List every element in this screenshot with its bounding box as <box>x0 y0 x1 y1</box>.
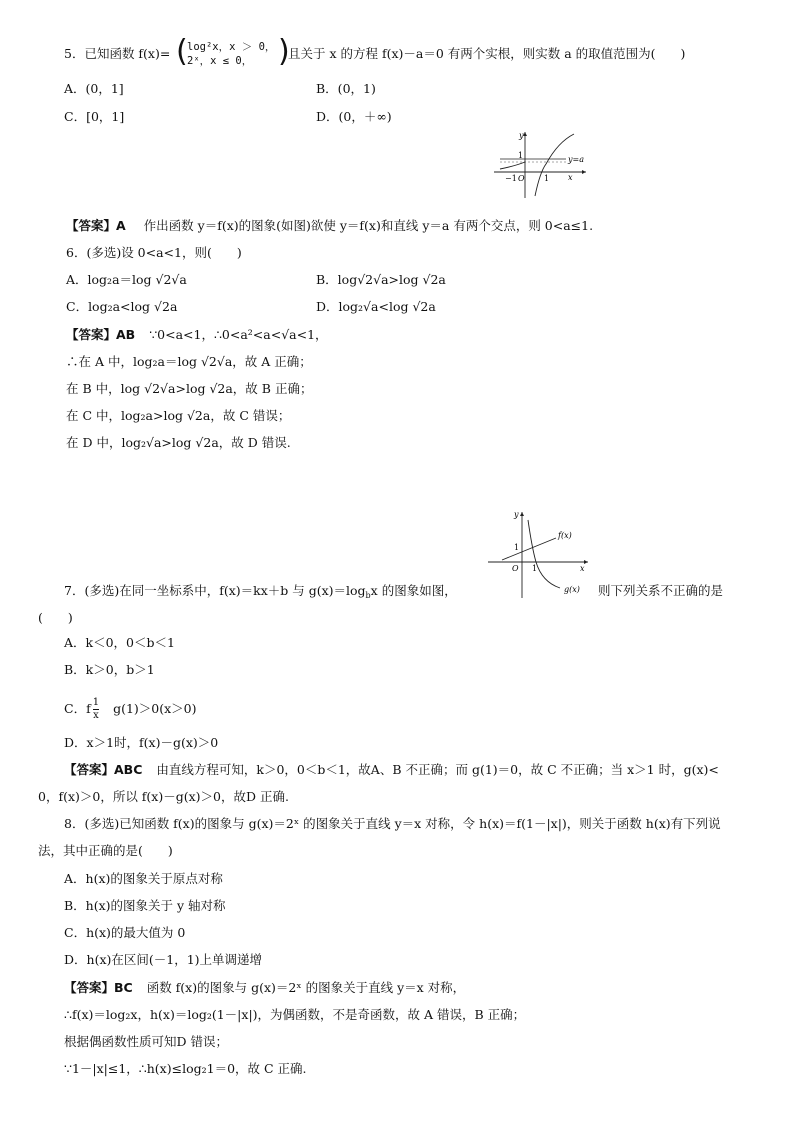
q5-graph-one-label: 1 <box>518 151 524 160</box>
q8-answer-line-1 <box>64 980 465 996</box>
q7-option-c-numerator: 1 <box>92 697 100 708</box>
q8-option-b: B．h(x)的图象关于 y 轴对称 <box>64 898 226 913</box>
q8-stem-line-1: 8．(多选)已知函数 f(x)的图象与 g(x)＝2ˣ 的图象关于直线 y＝x 对称，令 h(x)＝f(1－|x|)，则关于函数 h(x)有下列说 <box>64 816 721 831</box>
q8-answer-text-1: 函数 f(x)的图象与 g(x)＝2ˣ 的图象关于直线 y＝x 对称， <box>146 980 466 995</box>
q8-option-c: C．h(x)的最大值为 0 <box>64 925 186 940</box>
q6-option-b: B．log√2√a>log √2a <box>316 272 446 287</box>
q7-stem-1-end: x 的图象如图， <box>370 583 457 598</box>
q7-option-c-fraction <box>93 697 99 722</box>
q7-stem-line-1 <box>64 583 457 604</box>
q8-option-a: A．h(x)的图象关于原点对称 <box>64 871 223 886</box>
q5-exp-curve <box>500 162 525 169</box>
q8-answer-line-3: 根据偶函数性质可知D 错误； <box>64 1034 228 1049</box>
q6-answer-line-3: 在 B 中，log √2√a>log √2a，故 B 正确； <box>66 381 313 396</box>
q7-answer-text-1: 由直线方程可知，k＞0，0＜b＜1，故A、B 不正确；而 g(1)＝0，故 C 不正确；当 x＞1 时，g(x)< <box>156 762 719 777</box>
q7-line-fx <box>502 538 556 560</box>
q7-graph-x-label: x <box>580 564 585 573</box>
q5-graph-x1-label: 1 <box>544 174 550 183</box>
q5-stem-prefix: 5．已知函数 f(x)= <box>64 46 171 61</box>
q5-graph-neg1-label: −1 <box>505 174 517 183</box>
q6-answer-tag: 【答案】AB <box>66 327 136 342</box>
q8-answer-line-2: ∴f(x)＝log₂x，h(x)＝log₂(1－|x|)，为偶函数，不是奇函数，故 A 错误，B 正确； <box>64 1007 526 1022</box>
q5-graph-ya-label: y=a <box>568 155 584 164</box>
q7-stem-tail: 则下列关系不正确的是 <box>598 583 724 598</box>
q5-function-graph <box>490 128 590 200</box>
q7-option-c-prefix: C．f <box>64 701 91 716</box>
q7-answer-line-2: 0，f(x)＞0，所以 f(x)－g(x)＞0，故D 正确. <box>38 789 289 804</box>
q5-stem-suffix: 且关于 x 的方程 f(x)－a＝0 有两个实根，则实数 a 的取值范围为( ) <box>288 46 686 61</box>
q6-answer-text-1: ∵0<a<1，∴0<a²<a<√a<1， <box>149 327 328 342</box>
q6-answer-line-5: 在 D 中，log₂√a>log √2a，故 D 错误. <box>66 435 291 450</box>
q7-answer-tag: 【答案】ABC <box>64 762 143 777</box>
q8-answer-line-4: ∵1－|x|≤1，∴h(x)≤log₂1＝0，故 C 正确. <box>64 1061 307 1076</box>
q5-graph-x-label: x <box>568 173 573 182</box>
q7-answer-line-1 <box>64 762 719 778</box>
q7-option-c-rest: g(1)＞0(x＞0) <box>113 701 197 716</box>
q5-answer-tag: 【答案】A <box>66 218 126 233</box>
q5-piecewise-brace-close: ) <box>278 34 290 69</box>
q5-piece-1: log²x，x ＞ 0， <box>187 41 276 53</box>
q6-answer-line-1 <box>66 327 328 343</box>
q5-graph-y-label: y <box>519 131 524 140</box>
q6-answer-line-2: ∴在 A 中，log₂a＝log √2√a，故 A 正确； <box>66 354 312 369</box>
q5-answer-text: 作出函数 y＝f(x)的图象(如图)欲使 y＝f(x)和直线 y＝a 有两个交点，则 0<a≤1. <box>143 218 594 233</box>
q6-answer-line-4: 在 C 中，log₂a>log √2a，故 C 错误； <box>66 408 291 423</box>
q8-option-d: D．h(x)在区间(－1，1)上单调递增 <box>64 952 263 967</box>
q7-option-a: A．k＜0，0＜b＜1 <box>64 635 175 650</box>
q6-option-d: D．log₂√a<log √2a <box>316 299 436 314</box>
q7-option-d: D．x＞1时，f(x)－g(x)＞0 <box>64 735 219 750</box>
q6-option-a: A．log₂a＝log √2√a <box>66 272 187 287</box>
q7-function-graph <box>484 508 594 604</box>
q5-piecewise-brace: ( <box>176 34 188 69</box>
q7-stem-1: 7．(多选)在同一坐标系中，f(x)＝kx＋b 与 g(x)＝log <box>64 583 366 598</box>
q7-stem-line-2: ( ) <box>38 610 73 625</box>
q7-option-c <box>64 697 197 722</box>
q5-option-a: A．(0，1] <box>64 81 124 96</box>
q6-stem: 6．(多选)设 0<a<1，则( ) <box>66 245 242 260</box>
q6-option-c: C．log₂a<log √2a <box>66 299 178 314</box>
q7-graph-fx-label: f(x) <box>558 531 572 540</box>
q7-graph-gx-label: g(x) <box>564 585 580 594</box>
q7-graph-one-y-label: 1 <box>514 543 520 552</box>
q7-graph-origin-label: O <box>512 564 519 573</box>
q7-option-b: B．k＞0，b＞1 <box>64 662 155 677</box>
q7-graph-y-label: y <box>514 510 519 519</box>
q5-option-c: C．[0，1] <box>64 109 125 124</box>
q7-graph-one-x-label: 1 <box>532 564 538 573</box>
q7-option-c-denominator: x <box>93 710 99 721</box>
q7-log-curve-gx <box>528 520 560 588</box>
q5-option-b: B．(0，1) <box>316 81 376 96</box>
q8-answer-tag: 【答案】BC <box>64 980 133 995</box>
q7-stem-log-base: b <box>365 591 371 600</box>
q5-answer <box>66 218 593 234</box>
q5-log-curve <box>535 134 574 196</box>
q8-stem-line-2: 法，其中正确的是( ) <box>38 843 173 858</box>
q5-option-d: D．(0，＋∞) <box>316 109 392 124</box>
q5-piece-2: 2ˣ，x ≤ 0， <box>187 55 253 67</box>
q5-graph-origin-label: O <box>518 174 525 183</box>
